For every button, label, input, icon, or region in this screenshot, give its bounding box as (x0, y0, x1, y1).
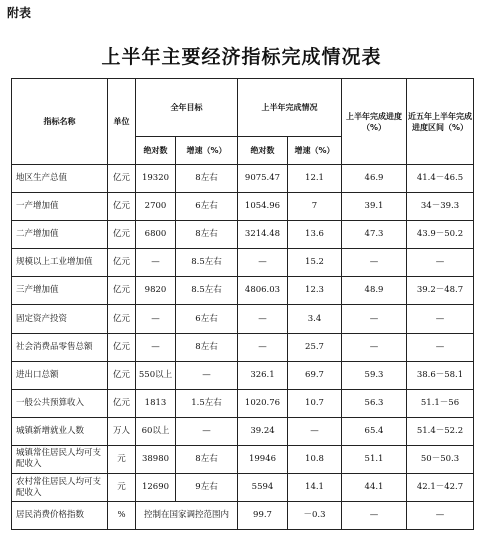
cell-five-year-range: 51.1－56 (407, 389, 474, 417)
table-row (12, 193, 474, 221)
cell-five-year-range: 51.4－52.2 (407, 417, 474, 445)
cell-target-absolute: — (136, 305, 176, 333)
cell-five-year-range: 34－39.3 (407, 193, 474, 221)
cell-indicator-name: 社会消费品零售总额 (12, 333, 108, 361)
cell-five-year-range: — (407, 305, 474, 333)
cell-actual-absolute: 5594 (238, 474, 288, 502)
cell-actual-growth: 15.2 (288, 249, 342, 277)
cell-actual-growth: 13.6 (288, 221, 342, 249)
cell-actual-absolute: 9075.47 (238, 165, 288, 193)
cell-actual-absolute: 1054.96 (238, 193, 288, 221)
header-absolute-2: 绝对数 (238, 137, 288, 165)
cell-target-absolute: — (136, 333, 176, 361)
cell-progress: 44.1 (342, 474, 407, 502)
cell-progress: 47.3 (342, 221, 407, 249)
cell-target-growth: 8.5左右 (176, 277, 238, 305)
cell-actual-absolute: 326.1 (238, 361, 288, 389)
cell-actual-growth: 12.1 (288, 165, 342, 193)
cell-progress: — (342, 333, 407, 361)
cell-actual-absolute: 3214.48 (238, 221, 288, 249)
cell-unit: 亿元 (108, 249, 136, 277)
cell-unit: 万人 (108, 417, 136, 445)
cell-target-growth: — (176, 361, 238, 389)
header-absolute: 绝对数 (136, 137, 176, 165)
header-annual-target: 全年目标 (136, 79, 238, 137)
cell-unit: 亿元 (108, 277, 136, 305)
cell-target-absolute: 2700 (136, 193, 176, 221)
cell-five-year-range: 43.9－50.2 (407, 221, 474, 249)
cell-progress: — (342, 305, 407, 333)
cell-target-merged: 控制在国家调控范围内 (136, 502, 238, 530)
cell-actual-absolute: — (238, 333, 288, 361)
header-h1-progress: 上半年完成进度（%） (342, 79, 407, 165)
table-row (12, 277, 474, 305)
cell-actual-growth: 69.7 (288, 361, 342, 389)
cell-progress: 59.3 (342, 361, 407, 389)
cell-five-year-range: 50－50.3 (407, 445, 474, 473)
cell-target-growth: 9左右 (176, 474, 238, 502)
cell-actual-growth: 3.4 (288, 305, 342, 333)
cell-five-year-range: 42.1－42.7 (407, 474, 474, 502)
cell-target-growth: 8左右 (176, 221, 238, 249)
cell-indicator-name: 城镇常住居民人均可支配收入 (12, 445, 108, 473)
cell-indicator-name: 进出口总额 (12, 361, 108, 389)
table-row (12, 305, 474, 333)
cell-indicator-name: 规模以上工业增加值 (12, 249, 108, 277)
header-growth: 增速（%） (176, 137, 238, 165)
cell-progress: 51.1 (342, 445, 407, 473)
cell-five-year-range: 39.2－48.7 (407, 277, 474, 305)
cell-target-absolute: 1813 (136, 389, 176, 417)
cell-unit: 元 (108, 474, 136, 502)
table-row (12, 165, 474, 193)
cell-five-year-range: — (407, 333, 474, 361)
cell-target-absolute: 19320 (136, 165, 176, 193)
cell-target-absolute: 60以上 (136, 417, 176, 445)
table-row (12, 417, 474, 445)
cell-indicator-name: 一般公共预算收入 (12, 389, 108, 417)
cell-actual-absolute: — (238, 305, 288, 333)
cell-unit: 亿元 (108, 193, 136, 221)
cell-unit: 亿元 (108, 361, 136, 389)
cell-target-growth: 8左右 (176, 165, 238, 193)
table-row (12, 389, 474, 417)
cell-actual-growth: 10.7 (288, 389, 342, 417)
table-row (12, 221, 474, 249)
header-h1-completion: 上半年完成情况 (238, 79, 342, 137)
cell-indicator-name: 地区生产总值 (12, 165, 108, 193)
cell-actual-growth: — (288, 417, 342, 445)
cell-actual-growth: 10.8 (288, 445, 342, 473)
cell-progress: 39.1 (342, 193, 407, 221)
cell-actual-absolute: 19946 (238, 445, 288, 473)
cell-target-absolute: — (136, 249, 176, 277)
page-title: 上半年主要经济指标完成情况表 (101, 46, 382, 68)
cell-actual-absolute: 99.7 (238, 502, 288, 530)
header-growth-2: 增速（%） (288, 137, 342, 165)
header-five-year-range: 近五年上半年完成进度区间（%） (407, 79, 474, 165)
cell-target-growth: 6左右 (176, 193, 238, 221)
cell-unit: 亿元 (108, 221, 136, 249)
cell-actual-growth: 14.1 (288, 474, 342, 502)
cell-progress: 48.9 (342, 277, 407, 305)
cell-unit: 亿元 (108, 333, 136, 361)
cell-indicator-name: 农村常住居民人均可支配收入 (12, 474, 108, 502)
cell-unit: 亿元 (108, 389, 136, 417)
cell-progress: — (342, 249, 407, 277)
indicators-table (11, 78, 474, 530)
cell-unit: 元 (108, 445, 136, 473)
cell-unit: % (108, 502, 136, 530)
header-unit: 单位 (108, 79, 136, 165)
header-indicator: 指标名称 (12, 79, 108, 165)
table-row (12, 249, 474, 277)
appendix-label: 附表 (7, 6, 32, 20)
cell-five-year-range: — (407, 502, 474, 530)
cell-progress: 56.3 (342, 389, 407, 417)
cell-actual-absolute: 4806.03 (238, 277, 288, 305)
cell-target-absolute: 38980 (136, 445, 176, 473)
cell-progress: — (342, 502, 407, 530)
cell-actual-absolute: 1020.76 (238, 389, 288, 417)
cell-five-year-range: — (407, 249, 474, 277)
cell-indicator-name: 三产增加值 (12, 277, 108, 305)
cell-indicator-name: 城镇新增就业人数 (12, 417, 108, 445)
cell-progress: 65.4 (342, 417, 407, 445)
cell-target-absolute: 6800 (136, 221, 176, 249)
table-row (12, 333, 474, 361)
cell-indicator-name: 一产增加值 (12, 193, 108, 221)
cell-target-growth: 8.5左右 (176, 249, 238, 277)
cell-actual-absolute: — (238, 249, 288, 277)
cell-actual-growth: 12.3 (288, 277, 342, 305)
cell-five-year-range: 41.4－46.5 (407, 165, 474, 193)
cell-target-absolute: 9820 (136, 277, 176, 305)
cell-unit: 亿元 (108, 165, 136, 193)
cell-indicator-name: 二产增加值 (12, 221, 108, 249)
cell-actual-growth: 25.7 (288, 333, 342, 361)
cell-target-growth: 1.5左右 (176, 389, 238, 417)
cell-target-growth: 8左右 (176, 333, 238, 361)
table-row (12, 502, 474, 530)
cell-indicator-name: 居民消费价格指数 (12, 502, 108, 530)
table-row (12, 445, 474, 473)
cell-five-year-range: 38.6－58.1 (407, 361, 474, 389)
table-row (12, 474, 474, 502)
table-row (12, 361, 474, 389)
cell-target-growth: — (176, 417, 238, 445)
cell-actual-growth: 7 (288, 193, 342, 221)
table-body (12, 165, 474, 530)
cell-progress: 46.9 (342, 165, 407, 193)
cell-target-absolute: 12690 (136, 474, 176, 502)
cell-actual-absolute: 39.24 (238, 417, 288, 445)
cell-actual-growth: －0.3 (288, 502, 342, 530)
cell-unit: 亿元 (108, 305, 136, 333)
cell-indicator-name: 固定资产投资 (12, 305, 108, 333)
cell-target-growth: 6左右 (176, 305, 238, 333)
cell-target-growth: 8左右 (176, 445, 238, 473)
cell-target-absolute: 550以上 (136, 361, 176, 389)
